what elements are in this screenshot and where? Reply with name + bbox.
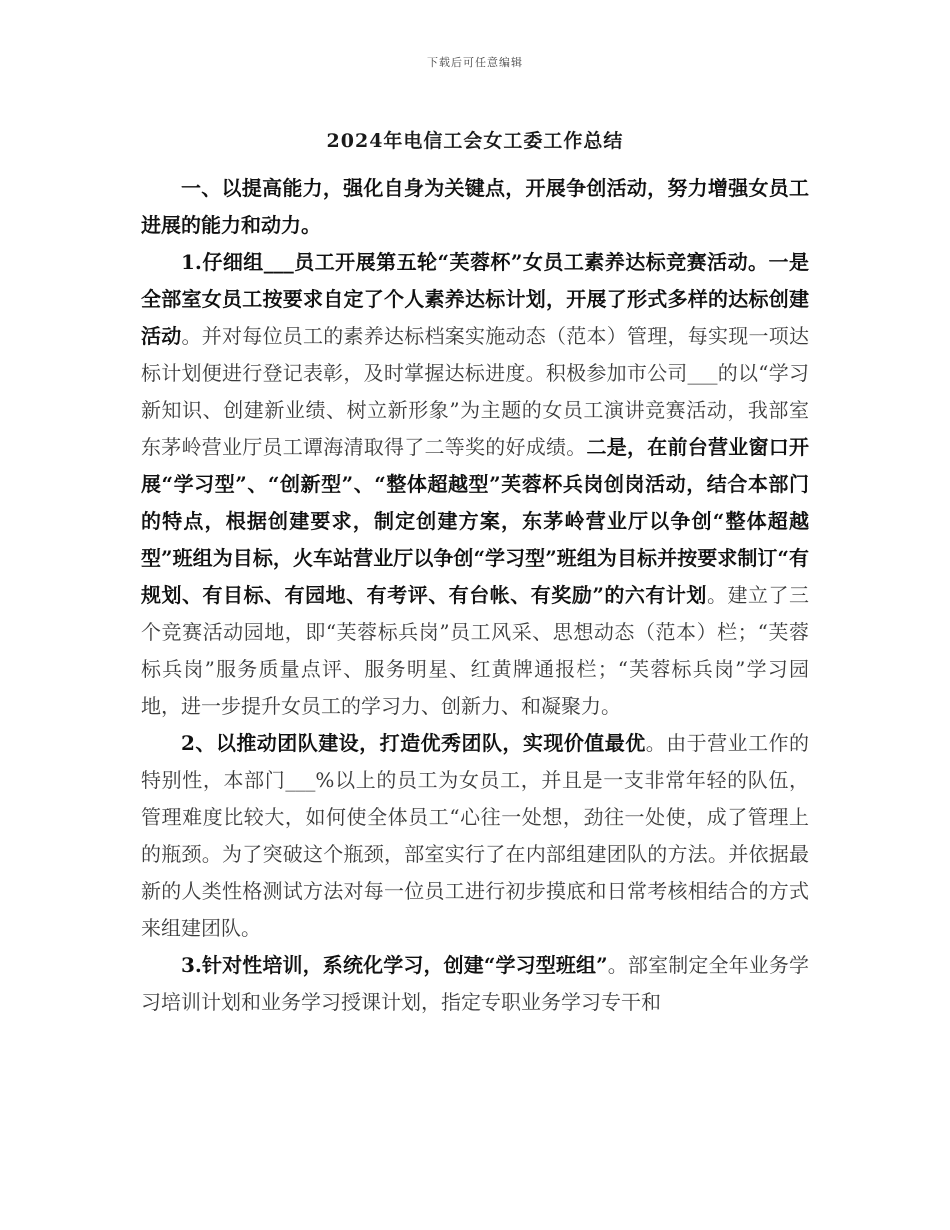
paragraph-1 — [141, 170, 809, 244]
paragraph-3 — [141, 725, 809, 947]
paragraph-3-bold-1: 2、以推动团队建设，打造优秀团队，实现价值最优 — [181, 731, 646, 755]
paragraph-1-bold-1: 一、以提高能力，强化自身为关键点，开展争创活动，努力增强女员工进展的能力和动力。 — [141, 176, 809, 237]
paragraph-2-bold-1: 1.仔细组___员工开展第五轮“芙蓉杯”女员工素养达标竞赛活动。一是全部室女员工按要求自定了个人素养达标计划，开展了形式多样的达标创建活动 — [141, 250, 809, 348]
paragraph-2-bold-2: 二是，在前台营业窗口开展“学习型”、“创新型”、“整体超越型”芙蓉杯兵岗创岗活动，结合本部门的特点，根据创建要求，制定创建方案，东茅岭营业厅以争创“整体超越型”班组为目标，火车站营业厅以争创“学习型”班组为目标并按要求制订“有规划、有目标、有园地、有考评、有台帐、有奖励”的六有计划 — [141, 435, 809, 607]
paragraph-4-bold-1: 3.针对性培训，系统化学习，创建“学习型班组” — [181, 953, 608, 977]
document-title: 2024年电信工会女工委工作总结 — [326, 130, 624, 152]
paragraph-3-text-1: 。由于营业工作的特别性，本部门___%以上的员工为女员工，并且是一支非常年轻的队伍，管理难度比较大，如何使全体员工“心往一处想，劲往一处使，成了管理上的瓶颈。为了突破这个瓶颈，部室实行了在内部组建团队的方法。并依据最新的人类性格测试方法对每一位员工进行初步摸底和日常考核相结合的方式来组建团队。 — [141, 731, 810, 940]
paragraph-4 — [141, 947, 809, 1021]
paragraph-2-text-1: 。并对每位员工的素养达标档案实施动态（范本）管理，每实现一项达标计划便进行登记表彰，及时掌握达标进度。积极参加市公司___的以“学习新知识、创建新业绩、树立新形象”为主题的女员工演讲竞赛活动，我部室东茅岭营业厅员工谭海清取得了二等奖的好成绩。 — [141, 324, 809, 459]
paragraph-2 — [141, 244, 809, 725]
paragraph-2-text-2: 。建立了三个竞赛活动园地，即“芙蓉标兵岗”员工风采、思想动态（范本）栏；“芙蓉标兵岗”服务质量点评、服务明星、红黄牌通报栏；“芙蓉标兵岗”学习园地，进一步提升女员工的学习力、创新力、和凝聚力。 — [141, 583, 809, 718]
paragraph-4-text-1: 。部室制定全年业务学习培训计划和业务学习授课计划，指定专职业务学习专干和 — [141, 953, 809, 1014]
document-body — [141, 170, 809, 1021]
header-note: 下载后可任意编辑 — [427, 56, 523, 69]
